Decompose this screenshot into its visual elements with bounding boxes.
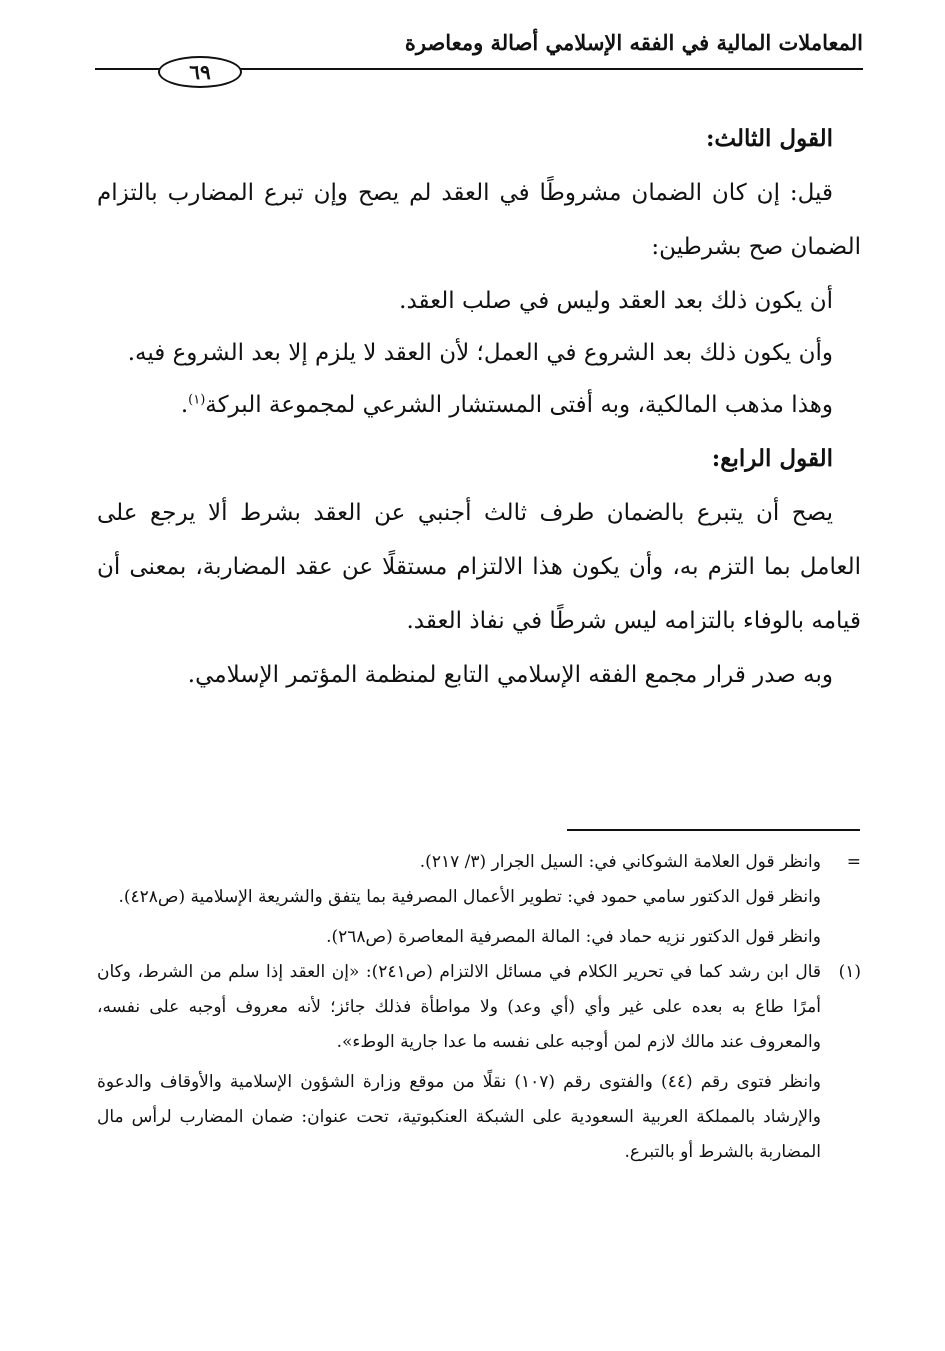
footnote-cont-line-3: وانظر قول الدكتور نزيه حماد في: المالة المصرفية المعاصرة (ص٢٦٨). — [326, 927, 821, 947]
paragraph-4-text: وهذا مذهب المالكية، وبه أفتى المستشار الشرعي لمجموعة البركة — [205, 392, 833, 418]
heading-third-opinion: القول الثالث: — [705, 125, 833, 152]
paragraph-2: أن يكون ذلك بعد العقد وليس في صلب العقد. — [399, 288, 833, 314]
continuation-marker: = — [846, 852, 861, 872]
footnote-cont-line-2: وانظر قول الدكتور سامي حمود في: تطوير الأعمال المصرفية بما يتفق والشريعة الإسلامية (ص٤٢٨). — [118, 887, 821, 907]
paragraph-1: قيل: إن كان الضمان مشروطًا في العقد لم يصح وإن تبرع المضارب بالتزام الضمان صح بشرطين: — [97, 180, 861, 260]
main-text — [97, 112, 861, 702]
paragraph-4 — [97, 378, 861, 432]
footnote-1 — [97, 955, 861, 1170]
paragraph-6: وبه صدر قرار مجمع الفقه الإسلامي التابع لمنظمة المؤتمر الإسلامي. — [187, 662, 833, 688]
page-number-oval — [158, 56, 242, 88]
footnote-1-text-2: وانظر فتوى رقم (٤٤) والفتوى رقم (١٠٧) نقلًا من موقع وزارة الشؤون الإسلامية والأوقاف والدعوة والإرشاد بالمملكة العربية السعودية على الشبكة العنكبوتية، تحت عنوان: ضمان المضارب لرأس مال المضاربة بالشرط أو بالتبرع. — [97, 1072, 822, 1162]
page-number: ٦٩ — [189, 60, 211, 84]
paragraph-3: وأن يكون ذلك بعد الشروع في العمل؛ لأن العقد لا يلزم إلا بعد الشروع فيه. — [127, 340, 833, 366]
footnotes — [97, 845, 861, 1170]
footnote-separator — [567, 829, 860, 831]
heading-fourth-opinion: القول الرابع: — [711, 445, 833, 472]
footnote-ref-1: (١) — [188, 392, 206, 408]
footnote-1-marker: (١) — [838, 962, 861, 982]
paragraph-5: يصح أن يتبرع بالضمان طرف ثالث أجنبي عن العقد بشرط ألا يرجع على العامل بما التزم به، وأن يكون هذا الالتزام مستقلًا عن عقد المضاربة، بمعنى أن قيامه بالوفاء بالتزامه ليس شرطًا في نفاذ العقد. — [97, 500, 861, 634]
running-title: المعاملات المالية في الفقه الإسلامي أصالة ومعاصرة — [404, 30, 863, 55]
footnote-cont-line-1: وانظر قول العلامة الشوكاني في: السيل الجرار (٣/ ٢١٧). — [419, 852, 821, 872]
footnote-continuation — [97, 845, 861, 955]
paragraph-4-end: . — [180, 392, 189, 418]
footnote-1-text: قال ابن رشد كما في تحرير الكلام في مسائل الالتزام (ص٢٤١): «إن العقد إذا سلم من الشرط، وكان أمرًا طاع به بعده على غير وأي (أي وعد) ولا مواطأة فذلك جائز؛ لأنه معروف أوجبه على نفسه، والمعروف عند مالك لازم لمن أوجبه على نفسه ما عدا جارية الوطء». — [97, 962, 822, 1052]
